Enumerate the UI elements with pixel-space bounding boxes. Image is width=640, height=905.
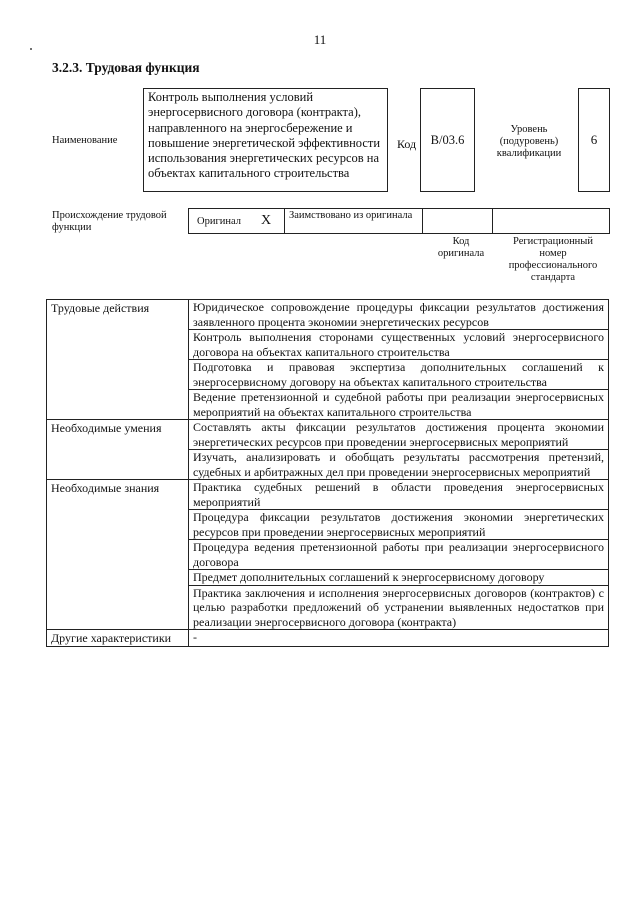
name-label: Наименование (52, 135, 118, 146)
labor-action-item: Ведение претензионной и судебной работы при реализации энергосервисных мероприятий на объектах капитального строительства (189, 390, 609, 420)
qualification-level-label: Уровень (подуровень) квалификации (496, 124, 562, 159)
scan-speck (30, 48, 32, 50)
knowledge-item: Практика заключения и исполнения энергосервисных договоров (контрактов) с целью разработки предложений об устранении выявленных недостатков при реализации энергосервисного договора (контракта) (189, 585, 609, 630)
labor-action-item: Контроль выполнения сторонами существенных условий энергосервисного договора на объектах капитального строительства (189, 330, 609, 360)
skill-item: Составлять акты фиксации результатов достижения процента экономии энергетических ресурсов при проведении энергосервисных мероприятий (189, 420, 609, 450)
origin-table (188, 208, 610, 234)
original-label: Оригинал (197, 215, 241, 227)
labor-action-item: Юридическое сопровождение процедуры фиксации результатов достижения заявленного процента экономии энергетических ресурсов (189, 300, 609, 330)
table-row (47, 630, 609, 647)
qualification-level-box (578, 88, 610, 192)
table-row (47, 480, 609, 510)
knowledge-label: Необходимые знания (47, 480, 189, 630)
function-name-box: Контроль выполнения условий энергосервисного договора (контракта), направленного на энергосбережение и повышение энергетической эффективности использования энергетических ресурсов на объектах капитального строительства (143, 88, 388, 192)
origin-label: Происхождение трудовой функции (52, 210, 167, 233)
page-number: 11 (313, 32, 327, 47)
other-characteristics-label: Другие характеристики (47, 630, 189, 647)
registration-number-caption: Регистрационный номер профессионального стандарта (508, 236, 598, 283)
original-code-cell (423, 209, 493, 233)
skill-item: Изучать, анализировать и обобщать результаты рассмотрения претензий, судебных и арбитражных дел при проведении энергосервисных мероприятий (189, 450, 609, 480)
original-mark: X (261, 213, 272, 228)
table-row (47, 420, 609, 450)
registration-number-cell (493, 209, 609, 233)
borrowed-cell: Заимствовано из оригинала (285, 209, 423, 233)
knowledge-item: Предмет дополнительных соглашений к энергосервисному договору (189, 570, 609, 586)
skills-label: Необходимые умения (47, 420, 189, 480)
knowledge-item: Процедура ведения претензионной работы при реализации энергосервисного договора (189, 540, 609, 570)
labor-function-table (46, 299, 609, 647)
section-title: 3.2.3. Трудовая функция (52, 60, 200, 75)
other-characteristics-value: - (189, 630, 609, 647)
qualification-level-value: 6 (590, 132, 598, 147)
knowledge-item: Практика судебных решений в области проведения энергосервисных мероприятий (189, 480, 609, 510)
labor-actions-label: Трудовые действия (47, 300, 189, 420)
origin-original-cell (189, 209, 285, 233)
table-row (47, 300, 609, 330)
original-code-caption: Код оригинала (437, 236, 485, 259)
code-value: В/03.6 (430, 132, 465, 147)
knowledge-item: Процедура фиксации результатов достижения экономии энергетических ресурсов при проведении энергосервисных мероприятий (189, 510, 609, 540)
code-box (420, 88, 475, 192)
labor-action-item: Подготовка и правовая экспертиза дополнительных соглашений к энергосервисному договору на объектах капитального строительства (189, 360, 609, 390)
code-label: Код (397, 137, 417, 151)
